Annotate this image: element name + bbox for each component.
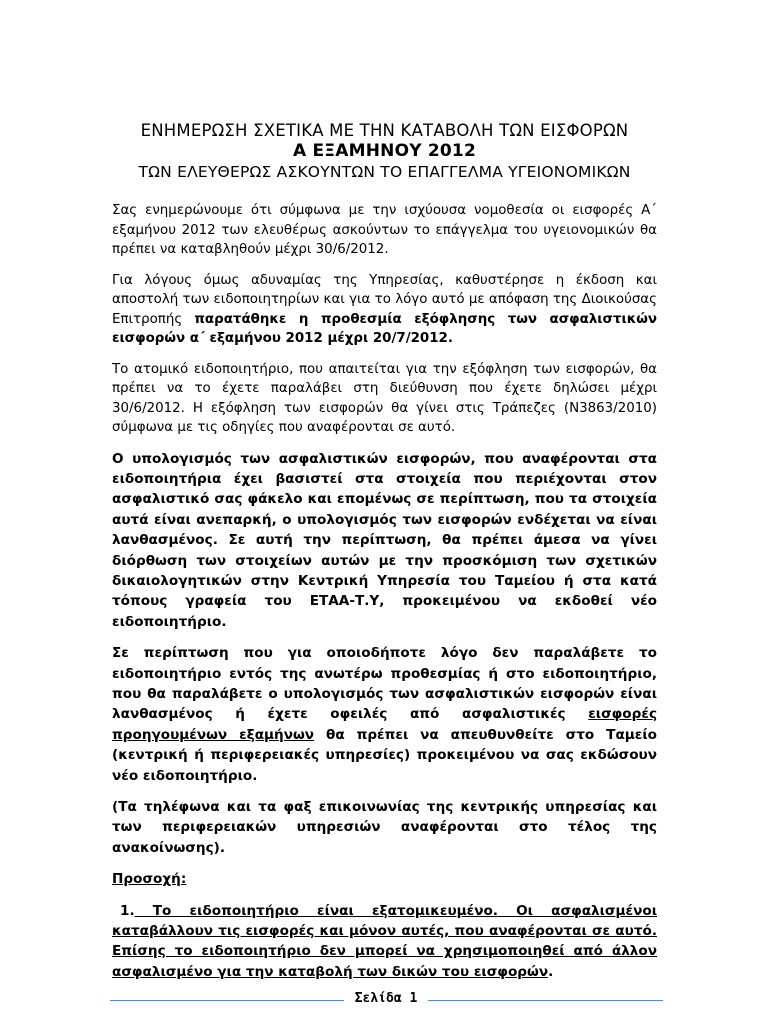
title-line-2: Α ΕΞΑΜΗΝΟΥ 2012	[293, 141, 476, 161]
paragraph-calculation: Ο υπολογισμός των ασφαλιστικών εισφορών, που αναφέρονται στα ειδοποιητήρια έχει βασιστεί στα στοιχεία που περιέχονται στον ασφαλιστικό σας φάκελο και επομένως σε περίπτωση, που τα στοιχεία αυτά είναι ανεπαρκή, ο υπολογισμός των εισφορών ενδέχεται να είναι λανθασμένος. Σε αυτή την περίπτωση, θα πρέπει άμεσα να γίνει διόρθωση των στοιχείων αυτών με την προσκόμιση των σχετικών δικαιολογητικών στην Κεντρική Υπηρεσία του Ταμείου ή στα κατά τόπους γραφεία του ΕΤΑΑ-Τ.Υ, προκειμένου να εκδοθεί νέο ειδοποιητήριο.	[112, 450, 657, 630]
list-item-1-number: 1.	[120, 902, 135, 919]
document-body	[112, 120, 657, 982]
paragraph-deadline: Σας ενημερώνουμε ότι σύμφωνα με την ισχύουσα νομοθεσία οι εισφορές Α΄ εξαμήνου 2012 των ελευθέρως ασκούντων το επάγγελμα του υγειονομικών θα πρέπει να καταβληθούν μέχρι 30/6/2012.	[112, 203, 657, 257]
paragraph-extension-bold: παρατάθηκε η προθεσμία εξόφλησης των ασφαλιστικών εισφορών α΄ εξαμήνου 2012 μέχρι 20/7/2012.	[112, 311, 657, 346]
paragraph-phones-note: (Τα τηλέφωνα και τα φαξ επικοινωνίας της κεντρικής υπηρεσίας και των περιφερειακών υπηρεσιών αναφέρονται στο τέλος της ανακοίνωσης).	[112, 799, 657, 856]
title-line-3: ΤΩΝ ΕΛΕΥΘΕΡΩΣ ΑΣΚΟΥΝΤΩΝ ΤΟ ΕΠΑΓΓΕΛΜΑ ΥΓΕΙΟΝΟΜΙΚΩΝ	[138, 163, 631, 181]
footer-rule-right	[428, 1000, 663, 1001]
paragraph-extension-text: Για λόγους όμως αδυναμίας της Υπηρεσίας, καθυστέρησε η έκδοση και αποστολή των ειδοποιητηρίων και για το λόγο αυτό με απόφαση της Διοικούσας Επιτροπής	[112, 272, 657, 327]
page-number: Σελίδα 1	[354, 991, 418, 1006]
list-item-1	[112, 901, 657, 983]
paragraph-contact-fund-before: Σε περίπτωση που για οποιοδήποτε λόγο δεν παραλάβετε το ειδοποιητήριο εντός της ανωτέρω προθεσμίας ή στο ειδοποιητήριο, που θα παραλάβετε ο υπολογισμός των ασφαλιστικών εισφορών είναι λανθασμένος ή έχετε οφειλές από ασφαλιστικές	[112, 645, 657, 723]
paragraph-contact-fund-after: θα πρέπει να απευθυνθείτε στο Ταμείο (κεντρική ή περιφερειακές υπηρεσίες) προκειμένου να σας εκδώσουν νέο ειδοποιητήριο.	[112, 726, 657, 784]
attention-heading: Προσοχή:	[112, 871, 187, 888]
paragraph-notice: Το ατομικό ειδοποιητήριο, που απαιτείται για την εξόφληση των εισφορών, θα πρέπει να το έχετε παραλάβει στη διεύθυνση που έχετε δηλώσει μέχρι 30/6/2012. Η εξόφληση των εισφορών θα γίνει στις Τράπεζες (Ν3863/2010) σύμφωνα με τις οδηγίες που αναφέρονται σε αυτό.	[112, 361, 657, 435]
footer-rule-left	[110, 1000, 344, 1001]
list-item-1-text: Το ειδοποιητήριο είναι εξατομικευμένο. Οι ασφαλισμένοι καταβάλλουν τις εισφορές και μόνον αυτές, που αναφέρονται σε αυτό. Επίσης το ειδοποιητήριο δεν μπορεί να χρησιμοποιηθεί από άλλον ασφαλισμένο για την καταβολή των δικών του εισφορών	[112, 902, 657, 980]
list-item-1-end: .	[548, 963, 554, 980]
paragraph-extension	[112, 271, 657, 349]
paragraph-contact-fund-underlined: εισφορές προηγουμένων εξαμήνων	[112, 706, 657, 743]
document-title	[112, 120, 657, 183]
paragraph-contact-fund	[112, 643, 657, 786]
title-line-1: ΕΝΗΜΕΡΩΣΗ ΣΧΕΤΙΚΑ ΜΕ ΤΗΝ ΚΑΤΑΒΟΛΗ ΤΩΝ ΕΙΣΦΟΡΩΝ	[140, 121, 629, 140]
page-footer	[110, 990, 663, 1010]
